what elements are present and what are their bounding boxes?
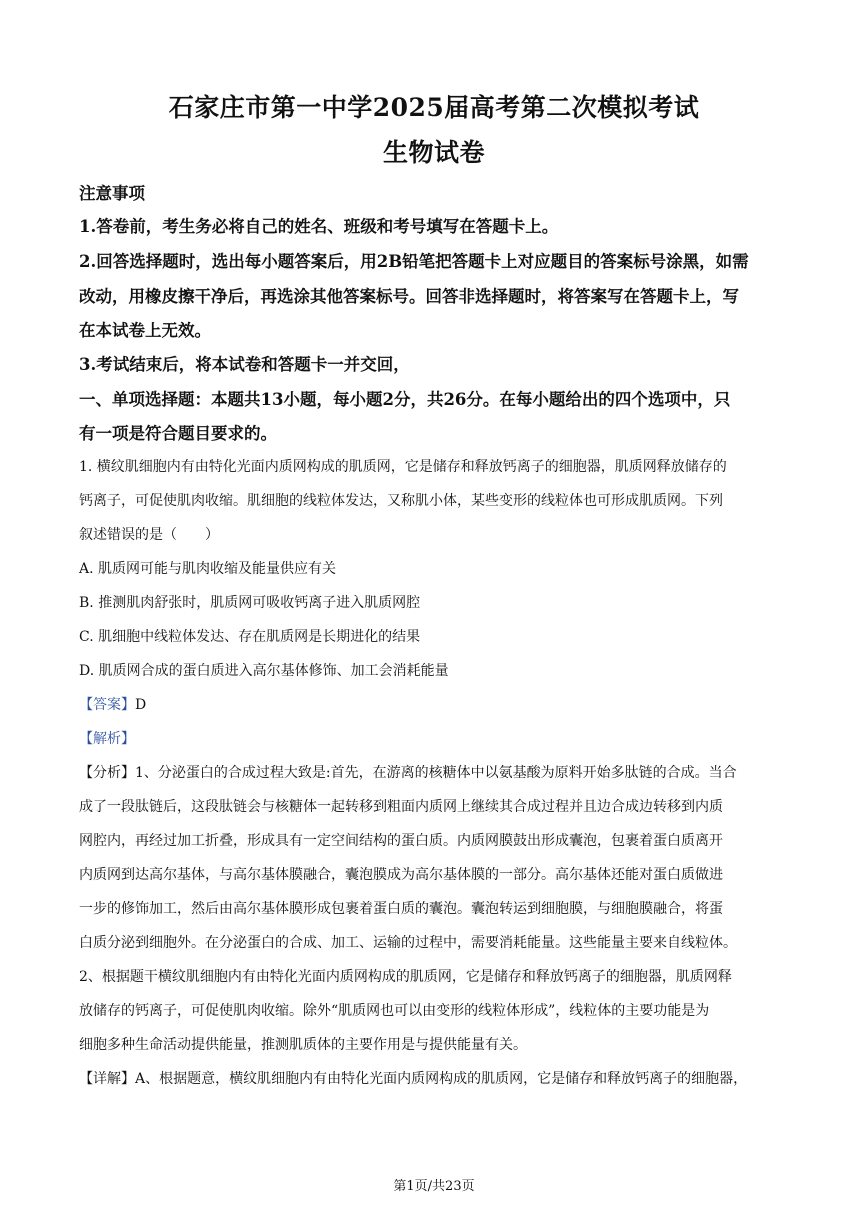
- analysis-line: 网腔内，再经过加工折叠，形成具有一定空间结构的蛋白质。内质网膜鼓出形成囊泡，包裹着蛋白质离开: [79, 833, 723, 849]
- analysis-line: 放储存的钙离子，可促使肌肉收缩。除外“肌质网也可以由变形的线粒体形成”，线粒体的主要功能是为: [79, 1003, 710, 1019]
- option-d: D. 肌质网合成的蛋白质进入高尔基体修饰、加工会消耗能量: [79, 663, 449, 679]
- exam-title: 石家庄市第一中学2025届高考第二次模拟考试: [168, 93, 700, 122]
- page-number: 第1页/共23页: [393, 1179, 475, 1194]
- analysis-line: 内质网到达高尔基体，与高尔基体膜融合，囊泡膜成为高尔基体膜的一部分。高尔基体还能对蛋白质做进: [79, 867, 723, 883]
- notice-line: 改动，用橡皮擦干净后，再选涂其他答案标号。回答非选择题时，将答案写在答题卡上，写: [79, 287, 739, 306]
- analysis-line: 白质分泌到细胞外。在分泌蛋白的合成、加工、运输的过程中，需要消耗能量。这些能量主要来自线粒体。: [79, 935, 737, 951]
- exam-subtitle: 生物试卷: [382, 138, 485, 167]
- analysis-line: 一步的修饰加工，然后由高尔基体膜形成包裹着蛋白质的囊泡。囊泡转运到细胞膜，与细胞膜融合，将蛋: [79, 901, 723, 917]
- analysis-tag: 【解析】: [79, 731, 135, 747]
- question-stem: 叙述错误的是（ ）: [79, 527, 219, 543]
- analysis-line: 【详解】A、根据题意，横纹肌细胞内有由特化光面内质网构成的肌质网，它是储存和释放钙离子的细胞器，: [79, 1071, 748, 1087]
- notice-line: 2.回答选择题时，选出每小题答案后，用2B铅笔把答题卡上对应题目的答案标号涂黑，如需: [79, 252, 749, 271]
- answer-line: [79, 694, 791, 714]
- notice-line: 3.考试结束后，将本试卷和答题卡一并交回，: [79, 355, 410, 374]
- notice-line: 1.答卷前，考生务必将自己的姓名、班级和考号填写在答题卡上。: [79, 217, 559, 236]
- analysis-line: 【分析】1、分泌蛋白的合成过程大致是:首先，在游离的核糖体中以氨基酸为原料开始多肽链的合成。当合: [79, 765, 737, 781]
- analysis-line: 细胞多种生命活动提供能量，推测肌质体的主要作用是与提供能量有关。: [79, 1037, 527, 1053]
- section-heading: 一、单项选择题：本题共13小题，每小题2分，共26分。在每小题给出的四个选项中，只: [79, 390, 731, 409]
- answer-tag: 【答案】: [79, 697, 135, 713]
- section-heading: 有一项是符合题目要求的。: [79, 424, 277, 443]
- notice-heading: 注意事项: [79, 184, 145, 203]
- analysis-line: 成了一段肽链后，这段肽链会与核糖体一起转移到粗面内质网上继续其合成过程并且边合成边转移到内质: [79, 799, 723, 815]
- option-b: B. 推测肌肉舒张时，肌质网可吸收钙离子进入肌质网腔: [79, 595, 421, 611]
- option-a: A. 肌质网可能与肌肉收缩及能量供应有关: [79, 561, 337, 577]
- question-stem: 1. 横纹肌细胞内有由特化光面内质网构成的肌质网，它是储存和释放钙离子的细胞器，肌质网释放储存的: [79, 459, 727, 475]
- answer-value: D: [135, 697, 147, 713]
- analysis-line: 2、根据题干横纹肌细胞内有由特化光面内质网构成的肌质网，它是储存和释放钙离子的细胞器，肌质网释: [79, 969, 732, 985]
- question-stem: 钙离子，可促使肌肉收缩。肌细胞的线粒体发达，又称肌小体，某些变形的线粒体也可形成肌质网。下列: [79, 493, 723, 509]
- option-c: C. 肌细胞中线粒体发达、存在肌质网是长期进化的结果: [79, 629, 421, 645]
- notice-line: 在本试卷上无效。: [79, 321, 211, 340]
